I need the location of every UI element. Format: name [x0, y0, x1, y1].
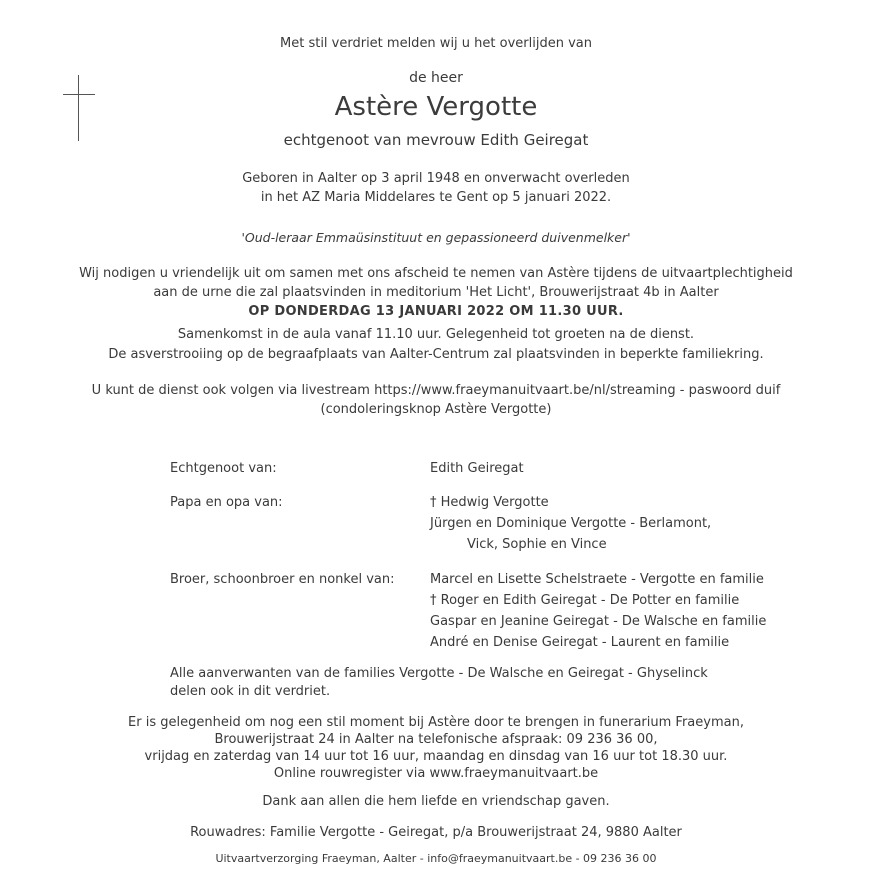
birth-line-2: in het AZ Maria Middelares te Gent op 5 januari 2022.	[260, 190, 612, 205]
visit-line-2: Brouwerijstraat 24 in Aalter na telefonische afspraak: 09 236 36 00,	[214, 732, 658, 747]
relatives-line-2: delen ook in dit verdriet.	[170, 684, 331, 699]
child-item: Jürgen en Dominique Vergotte - Berlamont,	[430, 516, 712, 531]
sibling-item: Marcel en Lisette Schelstraete - Vergotte en familie	[430, 572, 764, 587]
sibling-item: André en Denise Geiregat - Laurent en familie	[430, 635, 730, 650]
deceased-title: de heer	[409, 70, 463, 86]
visit-line-1: Er is gelegenheid om nog een stil moment bij Astère door te brengen in funerarium Fraeyman,	[128, 715, 744, 730]
funeral-home-footer: Uitvaartverzorging Fraeyman, Aalter - info@fraeymanuitvaart.be - 09 236 36 00	[215, 852, 657, 865]
ceremony-line-1: Wij nodigen u vriendelijk uit om samen met ons afscheid te nemen van Astère tijdens de uitvaartplechtigheid	[79, 266, 793, 281]
mourning-address: Rouwadres: Familie Vergotte - Geiregat, p/a Brouwerijstraat 24, 9880 Aalter	[190, 825, 682, 840]
spouse-value: Edith Geiregat	[430, 461, 524, 476]
spouse-label: Echtgenoot van:	[170, 461, 277, 476]
deceased-name: Astère Vergotte	[334, 92, 538, 122]
parent-label: Papa en opa van:	[170, 495, 283, 510]
quote: 'Oud-leraar Emmaüsinstituut en gepassioneerd duivenmelker'	[241, 230, 631, 245]
sibling-item: Gaspar en Jeanine Geiregat - De Walsche en familie	[430, 614, 767, 629]
thanks-text: Dank aan allen die hem liefde en vriendschap gaven.	[262, 794, 610, 809]
sibling-label: Broer, schoonbroer en nonkel van:	[170, 572, 395, 587]
livestream-line-2: (condoleringsknop Astère Vergotte)	[320, 402, 552, 417]
visit-line-4: Online rouwregister via www.fraeymanuitvaart.be	[273, 766, 599, 781]
sibling-item: † Roger en Edith Geiregat - De Potter en familie	[430, 593, 740, 608]
visit-line-3: vrijdag en zaterdag van 14 uur tot 16 uur, maandag en dinsdag van 16 uur tot 18.30 uur.	[144, 749, 728, 764]
relatives-line-1: Alle aanverwanten van de families Vergotte - De Walsche en Geiregat - Ghyselinck	[170, 666, 708, 681]
ceremony-line-2: aan de urne die zal plaatsvinden in meditorium 'Het Licht', Brouwerijstraat 4b in Aalter	[153, 285, 719, 300]
birth-line-1: Geboren in Aalter op 3 april 1948 en onverwacht overleden	[242, 171, 630, 186]
child-item: † Hedwig Vergotte	[430, 495, 549, 510]
intro-text: Met stil verdriet melden wij u het overlijden van	[280, 36, 592, 51]
ceremony-date: OP DONDERDAG 13 JANUARI 2022 OM 11.30 UUR.	[248, 304, 624, 319]
ceremony-line-4: De asverstrooiing op de begraafplaats van Aalter-Centrum zal plaatsvinden in beperkte familiekring.	[108, 347, 764, 362]
livestream-line-1: U kunt de dienst ook volgen via livestream https://www.fraeymanuitvaart.be/nl/streaming - paswoord duif	[91, 383, 781, 398]
grandchildren-item: Vick, Sophie en Vince	[467, 537, 607, 552]
spouse-line: echtgenoot van mevrouw Edith Geiregat	[283, 131, 589, 149]
ceremony-line-3: Samenkomst in de aula vanaf 11.10 uur. Gelegenheid tot groeten na de dienst.	[177, 327, 695, 342]
